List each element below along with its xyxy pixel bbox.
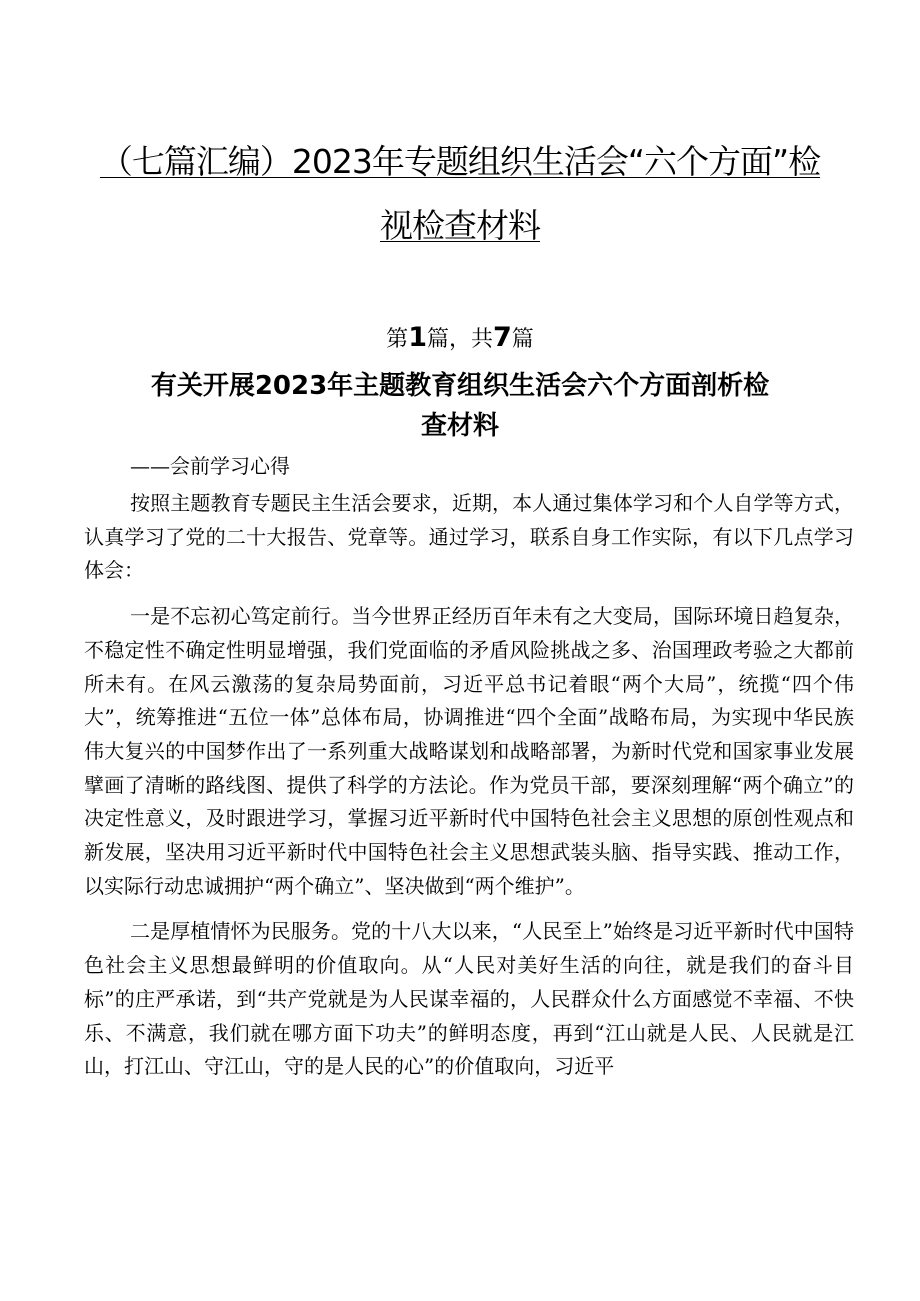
counter-total: 7 (493, 322, 512, 353)
article-counter (0, 322, 920, 353)
paragraph-point-1: 一是不忘初心笃定前行。当今世界正经历百年未有之大变局，国际环境日趋复杂，不稳定性不确定性明显增强，我们党面临的矛盾风险挑战之多、治国理政考验之大都前所未有。在风云激荡的复杂局势面前，习近平总书记着眼“两个大局”，统揽“四个伟大”，统筹推进“五位一体”总体布局，协调推进“四个全面”战略布局，为实现中华民族伟大复兴的中国梦作出了一系列重大战略谋划和战略部署，为新时代党和国家事业发展擘画了清晰的路线图、提供了科学的方法论。作为党员干部，要深刻理解“两个确立”的决定性意义，及时跟进学习，掌握习近平新时代中国特色社会主义思想的原创性观点和新发展，坚决用习近平新时代中国特色社会主义思想武装头脑、指导实践、推动工作，以实际行动忠诚拥护“两个确立”、坚决做到“两个维护”。 (84, 604, 854, 898)
document-title-line-1: （七篇汇编）2023年专题组织生活会“六个方面”检 (99, 142, 821, 181)
counter-mid: 篇，共 (426, 327, 493, 352)
byline-text: ——会前学习心得 (130, 454, 290, 478)
counter-prefix: 第 (386, 327, 409, 352)
paragraph-point-2: 二是厚植情怀为民服务。党的十八大以来，“人民至上”始终是习近平新时代中国特色社会主义思想最鲜明的价值取向。从“人民对美好生活的向往，就是我们的奋斗目标”的庄严承诺，到“共产党就是为人民谋幸福的，人民群众什么方面感觉不幸福、不快乐、不满意，我们就在哪方面下功夫”的鲜明态度，再到“江山就是人民、人民就是江山，打江山、守江山，守的是人民的心”的价值取向，习近平 (84, 919, 854, 1079)
article-byline (84, 450, 854, 484)
paragraph-intro: 按照主题教育专题民主生活会要求，近期，本人通过集体学习和个人自学等方式，认真学习了党的二十大报告、党章等。通过学习，联系自身工作实际，有以下几点学习体会： (84, 491, 854, 583)
article-body (84, 487, 854, 1084)
document-title-line-2: 视检查材料 (380, 206, 540, 245)
counter-suffix: 篇 (511, 327, 534, 352)
counter-current: 1 (408, 322, 427, 353)
article-title-line-2: 查材料 (420, 411, 499, 441)
article-title-line-1: 有关开展2023年主题教育组织生活会六个方面剖析检 (150, 371, 770, 401)
